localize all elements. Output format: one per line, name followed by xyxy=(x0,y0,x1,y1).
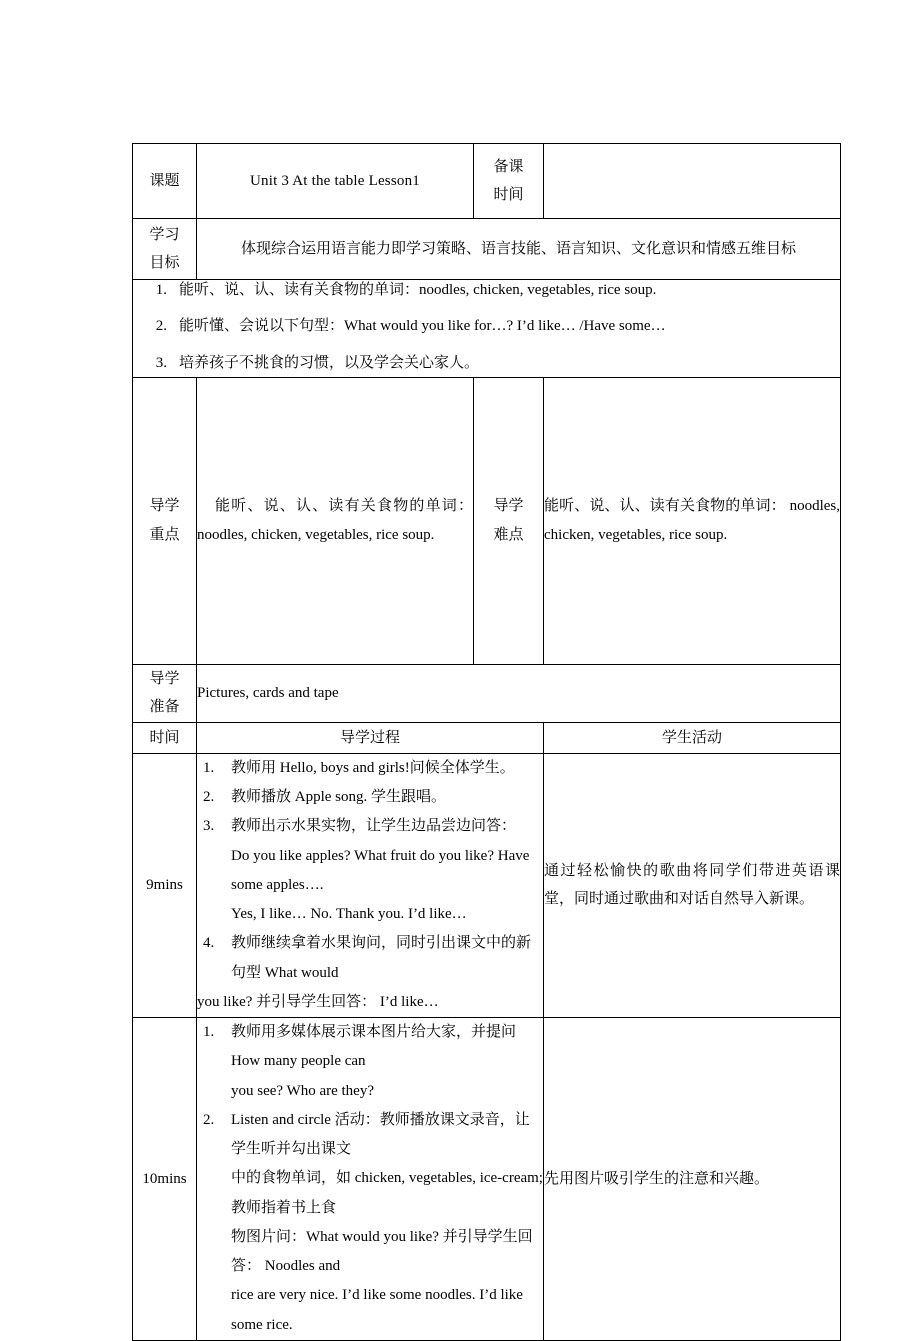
label-key-point-line1: 导学 xyxy=(149,498,180,515)
process-line-text: Yes, I like… No. Thank you. I’d like… xyxy=(231,906,467,922)
learning-goal-value: 体现综合运用语言能力即学习策略、语言技能、语言知识、文化意识和情感五维目标 xyxy=(240,240,796,257)
label-key-point xyxy=(133,377,197,664)
label-topic-text: 课题 xyxy=(149,172,180,189)
label-learning-goal-line2: 目标 xyxy=(149,255,180,271)
process-line xyxy=(197,929,543,988)
objective-item xyxy=(133,316,840,336)
process-line-number: 3. xyxy=(203,818,215,835)
process-line xyxy=(197,754,543,783)
process-line-number: 1. xyxy=(203,1024,215,1040)
label-prep-time-line1: 备课 xyxy=(493,158,524,175)
step-time: 10mins xyxy=(133,1018,197,1341)
label-key-point-line2: 重点 xyxy=(149,526,180,543)
label-difficulty-line1: 导学 xyxy=(493,498,524,515)
column-header-activity: 学生活动 xyxy=(544,722,841,753)
objective-text: 能听、说、认、读有关食物的单词：noodles, chicken, vegetables, rice soup. xyxy=(179,282,657,298)
step-activity-cell xyxy=(544,753,841,1017)
key-point-text xyxy=(197,377,474,664)
process-line-number: 2. xyxy=(203,1111,215,1128)
process-line-text: you see? Who are they? xyxy=(231,1082,374,1099)
preparation-value: Pictures, cards and tape xyxy=(197,685,339,701)
table-row-step xyxy=(133,1018,841,1341)
label-prep-time-line2: 时间 xyxy=(493,187,524,203)
label-difficulty xyxy=(474,377,544,664)
table-row-objectives xyxy=(133,280,841,378)
label-preparation xyxy=(133,664,197,722)
table-row-preparation xyxy=(133,664,841,722)
process-line-text: rice are very nice. I’d like some noodles. I’d like some rice. xyxy=(231,1287,523,1333)
process-line-text: Listen and circle 活动：教师播放课文录音，让学生听并勾出课文 xyxy=(231,1111,530,1157)
difficulty-text xyxy=(544,377,841,664)
objective-number: 1. xyxy=(155,282,167,298)
preparation-text xyxy=(197,664,841,722)
table-row-title xyxy=(133,144,841,219)
process-line-text: Do you like apples? What fruit do you like? Have some apples…. xyxy=(231,847,530,893)
process-line-text: you like? 并引导学生回答： I’d like… xyxy=(197,993,439,1010)
objective-number: 2. xyxy=(155,318,167,335)
process-line xyxy=(197,783,543,812)
process-line xyxy=(197,1018,543,1077)
process-line-text: 教师出示水果实物，让学生边品尝边问答： xyxy=(231,818,517,835)
objective-text: 能听懂、会说以下句型：What would you like for…? I’d like… /Have some… xyxy=(179,318,666,335)
step-activity-text: 通过轻松愉快的歌曲将同学们带进英语课堂，同时通过歌曲和对话自然导入新课。 xyxy=(544,862,840,908)
step-activity-text: 先用图片吸引学生的注意和兴趣。 xyxy=(544,1170,770,1187)
process-line xyxy=(197,1106,543,1165)
process-line-number: 1. xyxy=(203,759,215,776)
prep-time-value xyxy=(544,144,841,219)
process-line xyxy=(197,812,543,841)
objective-text: 培养孩子不挑食的习惯，以及学会关心家人。 xyxy=(179,354,480,371)
lesson-title-text: Unit 3 At the table Lesson1 xyxy=(250,172,420,189)
lesson-title-cell xyxy=(197,144,474,219)
difficulty-value: 能听、说、认、读有关食物的单词： noodles, chicken, vegetables, rice soup. xyxy=(544,498,840,543)
objectives-cell xyxy=(133,280,841,378)
label-learning-goal xyxy=(133,219,197,280)
key-point-value: 能听、说、认、读有关食物的单词：noodles, chicken, vegetables, rice soup. xyxy=(197,498,473,543)
label-learning-goal-line1: 学习 xyxy=(149,226,180,243)
table-row-step xyxy=(133,753,841,1017)
step-process-cell xyxy=(197,1018,544,1341)
process-line-number: 4. xyxy=(203,935,215,952)
process-line-text: 教师用多媒体展示课本图片给大家，并提问 How many people can xyxy=(231,1024,517,1070)
label-difficulty-line2: 难点 xyxy=(493,526,524,543)
process-line-text: 教师继续拿着水果询问，同时引出课文中的新句型 What would xyxy=(231,935,532,981)
table-row-process-header xyxy=(133,722,841,753)
label-prep-time xyxy=(474,144,544,219)
step-process-cell xyxy=(197,753,544,1017)
step-time: 9mins xyxy=(133,753,197,1017)
process-line-text: 教师播放 Apple song. 学生跟唱。 xyxy=(231,789,446,805)
objective-item xyxy=(133,280,840,300)
lesson-plan-table xyxy=(132,143,841,1341)
learning-goal-text xyxy=(197,219,841,280)
process-line-text: 教师用 Hello, boys and girls!问候全体学生。 xyxy=(231,759,515,776)
column-header-process: 导学过程 xyxy=(197,722,544,753)
table-row-focus xyxy=(133,377,841,664)
label-preparation-line2: 准备 xyxy=(149,699,180,716)
column-header-time: 时间 xyxy=(133,722,197,753)
table-row-goal xyxy=(133,219,841,280)
label-topic xyxy=(133,144,197,219)
step-activity-cell xyxy=(544,1018,841,1341)
process-line-text: 物图片问：What would you like? 并引导学生回答： Noodles and xyxy=(231,1228,533,1274)
objective-number: 3. xyxy=(155,354,167,371)
objective-item xyxy=(133,353,840,373)
process-line-number: 2. xyxy=(203,789,215,805)
label-preparation-line1: 导学 xyxy=(149,670,180,687)
process-line-text: 中的食物单词，如 chicken, vegetables, ice-cream; 教师指着书上食 xyxy=(231,1170,543,1216)
